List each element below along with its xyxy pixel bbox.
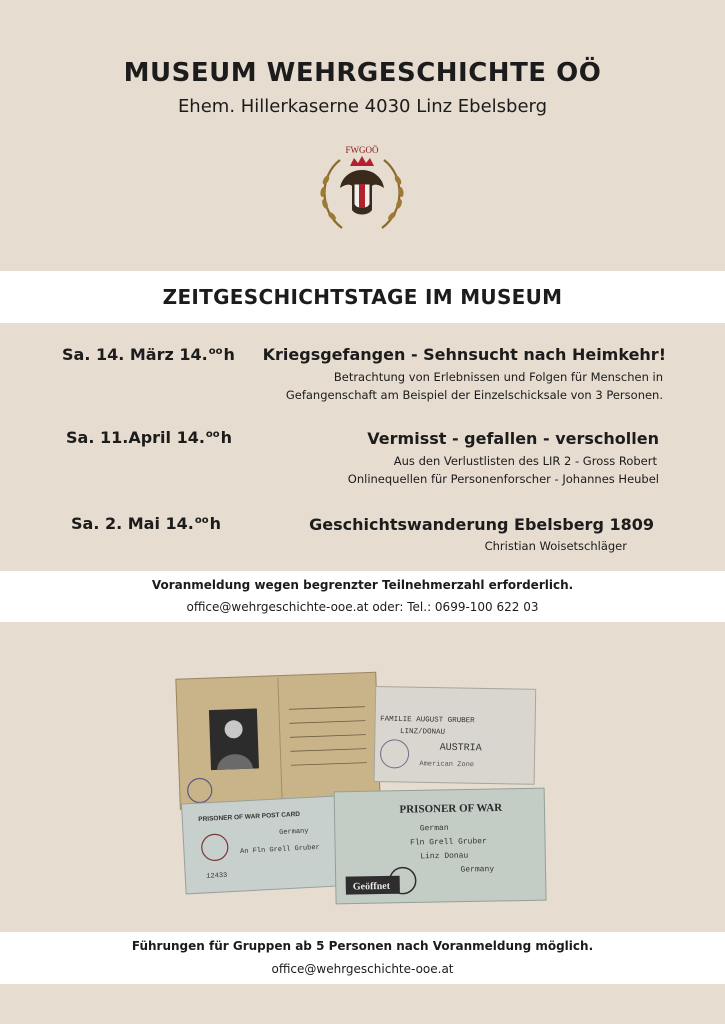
event-1-date: Sa. 14. März 14.$^{oo}$h	[62, 345, 235, 364]
eagle-icon	[340, 170, 384, 215]
svg-text:American Zone: American Zone	[419, 760, 475, 770]
section-heading: ZEITGESCHICHTSTAGE IM MUSEUM	[162, 285, 563, 309]
event-1-line-1: Betrachtung von Erlebnissen und Folgen für Menschen in	[333, 370, 663, 384]
svg-text:PRISONER OF WAR POST CARD: PRISONER OF WAR POST CARD	[198, 810, 301, 824]
groups-notice: Führungen für Gruppen ab 5 Personen nach Voranmeldung möglich.	[131, 939, 594, 953]
svg-text:PRISONER OF WAR: PRISONER OF WAR	[399, 801, 503, 816]
pow-documents-photo	[170, 670, 560, 910]
crest-logo	[312, 140, 412, 240]
stamp-text: Geöffnet	[352, 880, 391, 893]
event-2-title: Vermisst - gefallen - verschollen	[367, 429, 659, 448]
event-3-title: Geschichtswanderung Ebelsberg 1809	[309, 515, 654, 534]
registration-notice: Voranmeldung wegen begrenzter Teilnehmerzahl erforderlich.	[151, 578, 574, 592]
svg-text:An Fln Grell Gruber: An Fln Grell Gruber	[239, 843, 321, 857]
groups-contact: office@wehrgeschichte-ooe.at	[271, 962, 454, 976]
event-2-line-2: Onlinequellen für Personenforscher - Johannes Heubel	[347, 472, 659, 486]
registration-contact: office@wehrgeschichte-ooe.at oder: Tel.: 0699-100 622 03	[186, 600, 539, 614]
svg-text:LINZ/DONAU: LINZ/DONAU	[399, 727, 446, 737]
event-2-date: Sa. 11.April 14.$^{oo}$h	[66, 428, 233, 447]
svg-text:German: German	[419, 823, 449, 834]
svg-text:AUSTRIA: AUSTRIA	[439, 742, 482, 755]
event-3-date: Sa. 2. Mai 14.$^{oo}$h	[71, 514, 222, 533]
museum-address: Ehem. Hillerkaserne 4030 Linz Ebelsberg	[177, 96, 548, 117]
event-1-title: Kriegsgefangen - Sehnsucht nach Heimkehr!	[262, 345, 666, 364]
museum-title: MUSEUM WEHRGESCHICHTE OÖ	[123, 58, 602, 88]
svg-text:12433: 12433	[206, 871, 228, 881]
logo-text: FWGOÖ	[345, 145, 379, 155]
event-2-line-1: Aus den Verlustlisten des LIR 2 - Gross Robert	[393, 454, 657, 468]
event-1-line-2: Gefangenschaft am Beispiel der Einzelschicksale von 3 Personen.	[285, 388, 663, 402]
svg-text:Germany: Germany	[278, 827, 309, 837]
svg-text:Linz Donau: Linz Donau	[420, 851, 469, 862]
svg-text:FAMILIE AUGUST GRUBER: FAMILIE AUGUST GRUBER	[380, 715, 475, 726]
svg-text:Germany: Germany	[460, 865, 495, 875]
crown-icon	[350, 156, 374, 166]
event-3-line-1: Christian Woisetschläger	[484, 539, 627, 553]
svg-text:Fln Grell Gruber: Fln Grell Gruber	[409, 837, 487, 848]
